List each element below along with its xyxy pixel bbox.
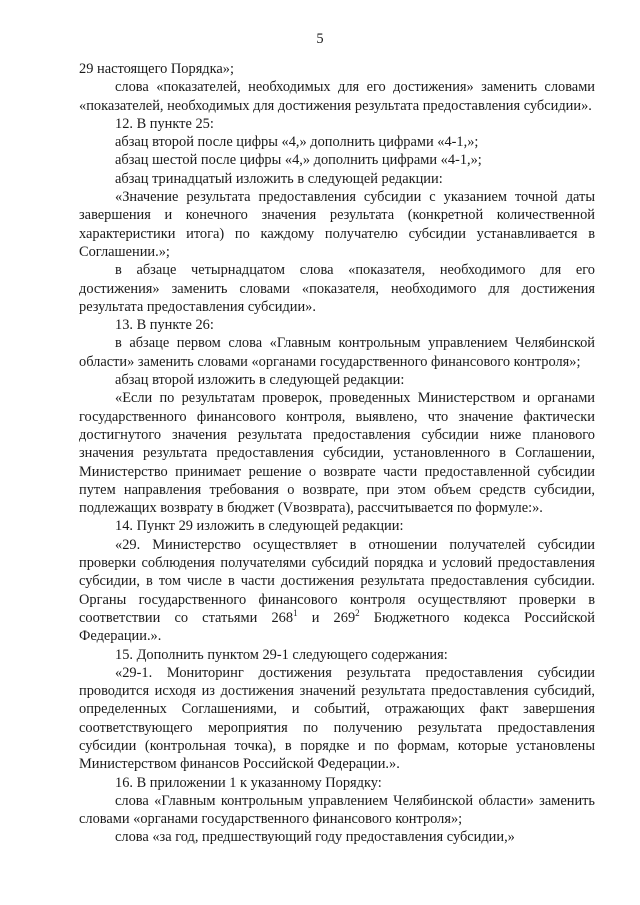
paragraph-14-part-3: Бюджетного кодекса Российской Федерации.». [79, 609, 595, 645]
paragraph-12: «Если по результатам проверок, проведенных Министерством и органами государственного финансового контроля, выявлено, что значение фактически достигнутого значения результата предоставления субсидии ниже планового значения результата предоставления субсидии, установленного в Соглашении, Министерство принимает решение о возврате части предоставленной субсидии путем направления требования о возврате, при этом объем средств субсидии, подлежащих возврату в бюджет (Vвозврата), рассчитывается по формуле:». [79, 390, 595, 517]
item-16-heading: 16. В приложении 1 к указанному Порядку: [115, 774, 382, 791]
item-13-heading: 13. В пункте 26: [115, 317, 214, 334]
paragraph-19: слова «за год, предшествующий году предоставления субсидии,» [115, 829, 515, 846]
paragraph-8: в абзаце четырнадцатом слова «показателя, необходимого для его достижения» заменить словами «показателя, необходимого для достижения результата предоставления субсидии». [79, 262, 595, 315]
item-15-heading: 15. Дополнить пунктом 29-1 следующего содержания: [115, 646, 448, 663]
paragraph-5: абзац шестой после цифры «4,» дополнить цифрами «4-1,»; [115, 152, 482, 169]
page-number: 5 [316, 31, 324, 47]
paragraph-6: абзац тринадцатый изложить в следующей редакции: [115, 170, 443, 187]
document-body [79, 60, 595, 847]
paragraph-1: 29 настоящего Порядка»; [79, 61, 234, 77]
superscript-1: 1 [293, 608, 298, 619]
paragraph-14-part-1: «29. Министерство осуществляет в отношении получателей субсидии проверки соблюдения получателями субсидий порядка и условий предоставления субсидии, в том числе в части достижения результата предоставления субсидии. Органы государственного финансового контроля осуществляют проверки в соответствии со статьями 268 [79, 536, 595, 626]
paragraph-14 [79, 536, 595, 646]
paragraph-10: в абзаце первом слова «Главным контрольным управлением Челябинской области» заменить словами «органами государственного финансового контроля»; [79, 335, 595, 370]
paragraph-16: «29-1. Мониторинг достижения результата предоставления субсидии проводится исходя из достижения значений результата предоставления субсидий, определенных Соглашениями, и событий, отражающих факт завершения соответствующего мероприятия по получению результата предоставления субсидии (контрольная точка), в порядке и по формам, которые установлены Министерством финансов Российской Федерации.». [79, 664, 595, 773]
paragraph-11: абзац второй изложить в следующей редакции: [115, 372, 405, 389]
item-14-heading: 14. Пункт 29 изложить в следующей редакции: [115, 518, 404, 535]
superscript-2: 2 [355, 608, 360, 619]
paragraph-4: абзац второй после цифры «4,» дополнить цифрами «4-1,»; [115, 134, 479, 151]
paragraph-7: «Значение результата предоставления субсидии с указанием точной даты завершения и конечного значения результата (конкретной количественной характеристики итога) по каждому получателю субсидии устанавливается в Соглашении.»; [79, 189, 595, 260]
item-12-heading: 12. В пункте 25: [115, 115, 214, 132]
paragraph-14-part-2: и 269 [297, 609, 356, 626]
paragraph-2: слова «показателей, необходимых для его достижения» заменить словами «показателей, необходимых для достижения результата предоставления субсидии». [79, 79, 595, 114]
paragraph-18: слова «Главным контрольным управлением Челябинской области» заменить словами «органами государственного финансового контроля»; [79, 792, 595, 828]
